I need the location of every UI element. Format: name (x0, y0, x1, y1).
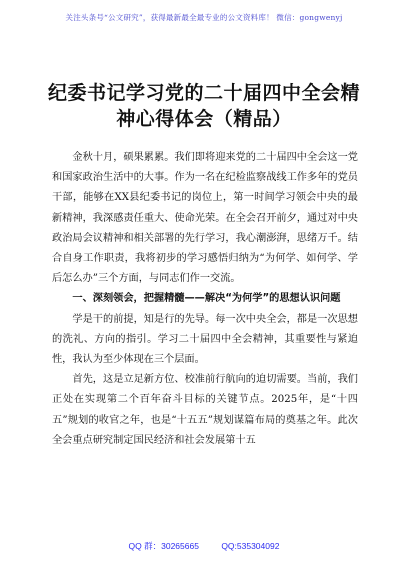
paragraph: 金秋十月，硕果累累。我们即将迎来党的二十届四中全会这一党和国家政治生活中的大事。作为一名在纪检监察战线工作多年的党员干部，能够在XX县纪委书记的岗位上，第一时间学习领会中央的最新精神，我深感责任重大、使命光荣。在全会召开前夕，通过对中央政治局会议精神和相关部署的先行学习，我心潮澎湃，思绪万千。结合自身工作职责，我将初步的学习感悟归纳为“为何学、如何学、学后怎么办”三个方面，与同志们作一交流。 (52, 152, 358, 285)
document-title: 纪委书记学习党的二十届四中全会精神心得体会（精品） (47, 82, 360, 130)
footer-qq-group: QQ 群：30265665 (128, 541, 199, 551)
section-heading: 一、深刻领会，把握精髓——解决“为何学”的思想认识问题 (72, 293, 341, 305)
document-body (52, 148, 358, 451)
paragraph: 学是干的前提，知是行的先导。每一次中央全会，都是一次思想的洗礼、方向的指引。学习二十届四中全会精神，其重要性与紧迫性，我认为至少体现在三个层面。 (52, 313, 358, 366)
footer-qq: QQ:535304092 (221, 541, 280, 551)
paragraph: 首先，这是立足新方位、校准前行航向的迫切需要。当前，我们正处在实现第二个百年奋斗目标的关键节点。2025年，是“十四五”规划的收官之年，也是“十五五”规划谋篇布局的奠基之年。此次全会重点研究制定国民经济和社会发展第十五 (52, 374, 358, 446)
footer (0, 540, 408, 552)
header-banner: 关注头条号“公文研究”，获得最新最全最专业的公文资料库！ 微信：gongwenyj (65, 13, 343, 22)
